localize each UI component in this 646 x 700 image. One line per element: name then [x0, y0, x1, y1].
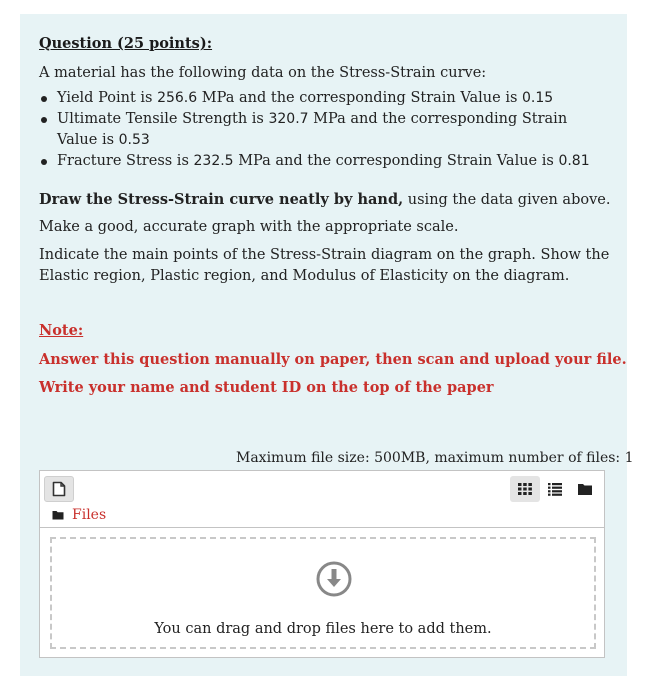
folder-view-icon [577, 482, 593, 496]
folder-icon [52, 510, 64, 520]
draw-instruction [39, 189, 610, 211]
files-breadcrumb[interactable] [52, 507, 106, 523]
draw-bold-text: Draw the Stress-Strain curve neatly by hand, [39, 191, 404, 208]
uts-mid-text: MPa and the corresponding Strain Value is [57, 111, 568, 148]
files-label[interactable]: Files [72, 507, 107, 523]
fracture-mid-text: MPa and the corresponding Strain Value is [233, 153, 559, 169]
graph-instruction: Make a good, accurate graph with the appropriate scale. [39, 219, 459, 235]
fracture-item [39, 151, 604, 172]
note-line-2: Write your name and student ID on the top of the paper [39, 379, 494, 396]
list-view-button[interactable] [540, 476, 570, 502]
uts-strain: 0.53 [118, 132, 150, 148]
grid-view-button[interactable] [510, 476, 540, 502]
data-list [39, 88, 604, 172]
file-manager [39, 470, 605, 658]
draw-rest-text: using the data given above. [403, 192, 611, 208]
max-file-info: Maximum file size: 500MB, maximum number of files: 1 [236, 450, 634, 466]
view-switcher [510, 476, 600, 502]
fracture-text: Fracture Stress is [57, 153, 194, 169]
yield-strain: 0.15 [522, 90, 554, 106]
drop-zone[interactable] [50, 537, 596, 649]
add-file-button[interactable] [44, 476, 74, 502]
fracture-value: 232.5 [193, 153, 234, 169]
uts-text: Ultimate Tensile Strength is [57, 111, 269, 127]
note-line-1: Answer this question manually on paper, then scan and upload your file. [39, 351, 627, 368]
list-view-icon [547, 482, 563, 496]
indicate-instruction: Indicate the main points of the Stress-Strain diagram on the graph. Show the Elastic region, Plastic region, and Modulus of Elasticity on the diagram. [39, 247, 610, 284]
note-title: Note: [39, 322, 84, 339]
file-manager-toolbar [40, 471, 604, 528]
yield-point-item [39, 88, 604, 109]
question-intro: A material has the following data on the Stress-Strain curve: [39, 65, 487, 81]
grid-view-icon [517, 482, 533, 496]
tree-view-button[interactable] [570, 476, 600, 502]
drop-zone-text: You can drag and drop files here to add them. [154, 621, 492, 637]
uts-item [39, 109, 604, 151]
fracture-strain: 0.81 [558, 153, 590, 169]
add-file-icon [52, 481, 66, 497]
question-title: Question (25 points): [39, 35, 213, 52]
yield-value: 256.6 [157, 90, 198, 106]
yield-mid-text: MPa and the corresponding Strain Value is [197, 90, 523, 106]
uts-value: 320.7 [268, 111, 309, 127]
download-arrow-icon [316, 561, 352, 597]
yield-text: Yield Point is [57, 90, 158, 106]
